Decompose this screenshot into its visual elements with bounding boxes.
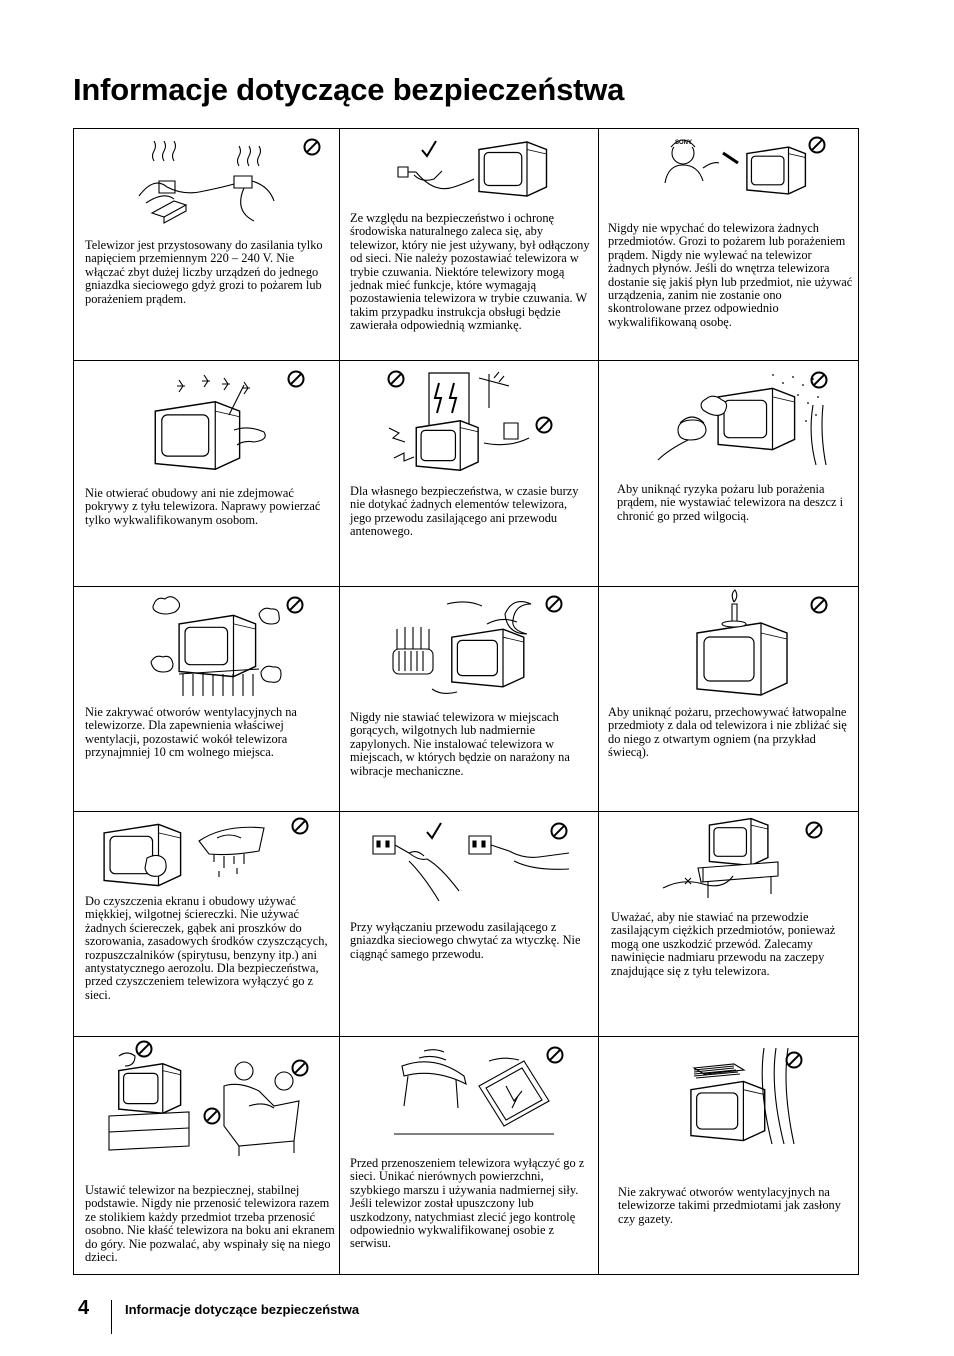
safety-grid <box>73 128 859 1275</box>
prohibited-icon <box>285 595 305 615</box>
safety-text: Ze względu na bezpieczeństwo i ochronę środowiska naturalnego zaleca się, aby telewizor, który nie jest używany, był odłączony od sieci. Nie należy pozostawiać telewizora w trybie czuwania. Niektóre telewizory mogą jednak mieć funkcje, które wymagają pozostawienia telewizora w trybie czuwania. W takim przypadku instrukcja obsługi będzie zawierała odpowiednią wzmiankę. <box>350 211 590 333</box>
safety-cell-moisture <box>598 360 860 586</box>
safety-cell-unplug-unused <box>339 129 598 360</box>
safety-text: Dla własnego bezpieczeństwa, w czasie burzy nie dotykać żadnych elementów telewizora, jego przewodu zasilającego ani przewodu antenowego. <box>350 484 579 539</box>
prohibited-icon <box>386 369 406 389</box>
safety-text: Telewizor jest przystosowany do zasilania tylko napięciem przemiennym 220 – 240 V. Nie włączać zbyt dużej liczby urządzeń do jednego gniazdka sieciowego gdyż grozi to pożarem lub porażeniem prądem. <box>85 238 323 306</box>
safety-text: Aby uniknąć ryzyka pożaru lub porażenia prądem, nie wystawiać telewizora na deszcz i chronić go przed wilgocią. <box>617 482 844 523</box>
safety-cell-power-supply <box>74 129 339 360</box>
safety-cell-heat-humidity <box>339 586 598 811</box>
safety-text: Nie otwierać obudowy ani nie zdejmować pokrywy z tyłu telewizora. Naprawy powierzać tylko wykwalifikowanym osobom. <box>85 486 321 527</box>
safety-cell-curtains <box>598 1036 860 1276</box>
prohibited-icon <box>809 595 829 615</box>
tv-on-cord-illustration <box>663 816 783 901</box>
safety-text: Przed przenoszeniem telewizora wyłączyć go z sieci. Unikać nierównych powierzchni, szybkiego marszu i używania nadmiernej siły. Jeśli telewizor został upuszczony lub uszkodzony, natychmiast zlecić jego kontrolę odpowiednio wykwalifikowanej osobie z serwisu. <box>350 1156 585 1251</box>
safety-text: Uważać, aby nie stawiać na przewodzie zasilającym ciężkich przedmiotów, ponieważ mogą one uszkodzić przewód. Zalecamy nawinięcie nadmiaru przewodu na zaczepy znajdujące się z tyłu telewizora. <box>611 910 836 978</box>
unplugging-tv-illustration <box>394 139 554 209</box>
safety-cell-cord-weight <box>598 811 860 1036</box>
safety-cell-moving <box>339 1036 598 1276</box>
safety-text: Przy wyłączaniu przewodu zasilającego z gniazdka sieciowego chwytać za wtyczkę. Nie ciągnąć samego przewodu. <box>350 920 581 961</box>
safety-text: Nie zakrywać otworów wentylacyjnych na telewizorze. Dla zapewnienia właściwej wentylacji, pozostawić wokół telewizora przynajmniej 10 cm wolnego miejsca. <box>85 705 297 760</box>
safety-cell-no-objects <box>598 129 860 360</box>
safety-cell-cleaning <box>74 811 339 1036</box>
prohibited-icon <box>804 820 824 840</box>
prohibited-icon <box>544 594 564 614</box>
prohibited-icon <box>809 370 829 390</box>
safety-text: Aby uniknąć pożaru, przechowywać łatwopalne przedmioty z dala od telewizora i nie zbliżać się do niego z otwartym ogniem (na przykład świecą). <box>608 705 847 760</box>
safety-cell-ventilation <box>74 586 339 811</box>
safety-text: Do czyszczenia ekranu i obudowy używać miękkiej, wilgotnej ściereczki. Nie używać żadnych ściereczek, gąbek ani proszków do szorowania, zasadowych środków czyszczących, rozpuszczalników (spirytusu, benzyny itp.) ani antystatycznego aerozolu. Dla bezpieczeństwa, przed czyszczeniem telewizora wyłączyć go z sieci. <box>85 894 328 1002</box>
prohibited-icon <box>302 137 322 157</box>
safety-cell-do-not-open <box>74 360 339 586</box>
footer-section-title: Informacje dotyczące bezpieczeństwa <box>125 1302 360 1317</box>
heater-sun-tv-illustration <box>387 594 542 704</box>
page-title: Informacje dotyczące bezpieczeństwa <box>73 72 625 107</box>
person-pushing-object-illustration <box>653 133 803 213</box>
prohibited-icon <box>534 415 554 435</box>
safety-cell-stable-base <box>74 1036 339 1276</box>
footer-divider <box>111 1300 112 1334</box>
cleaning-screen-illustration <box>99 816 279 896</box>
safety-text: Nigdy nie stawiać telewizora w miejscach gorących, wilgotnych lub nadmiernie zapylonych. Nie instalować telewizora w miejscach, w których będzie on narażony na wibracje mechaniczne. <box>350 710 570 778</box>
power-strip-overload-illustration <box>134 141 284 231</box>
candle-on-tv-illustration <box>686 594 796 699</box>
plug-removal-illustration <box>369 831 569 901</box>
safety-text: Ustawić telewizor na bezpiecznej, stabilnej podstawie. Nigdy nie przenosić telewizora razem ze stolikiem każdy przedmiot trzeba przenosić osobno. Nie kłaść telewizora na boku ani ekranem do góry. Nie pozwalać, aby wspinały się na niego dzieci. <box>85 1183 335 1265</box>
logo-text: SONY <box>675 140 693 146</box>
safety-text: Nie zakrywać otworów wentylacyjnych na telewizorze takimi przedmiotami jak zasłony czy gazety. <box>618 1185 841 1226</box>
ventilation-clearance-illustration <box>149 594 284 699</box>
prohibited-icon <box>784 1050 804 1070</box>
unstable-tv-stand-illustration <box>99 1046 309 1156</box>
safety-cell-unplug-grip <box>339 811 598 1036</box>
rain-and-kettle-tv-illustration <box>658 365 828 465</box>
safety-cell-open-flame <box>598 586 860 811</box>
falling-tv-illustration <box>394 1046 554 1141</box>
prohibited-icon <box>545 1045 565 1065</box>
opening-tv-cover-illustration <box>149 370 289 470</box>
page-number: 4 <box>78 1297 90 1319</box>
covered-tv-illustration <box>686 1048 796 1148</box>
prohibited-icon <box>290 816 310 836</box>
prohibited-icon <box>286 369 306 389</box>
safety-text: Nigdy nie wpychać do telewizora żadnych przedmiotów. Grozi to pożarem lub porażeniem prądem. Nigdy nie wylewać na telewizor żadnych płynów. Jeśli do wnętrza telewizora dostanie się jakiś płyn lub przedmiot, nie używać urządzenia, zanim nie zostanie ono skontrolowane przez odpowiednio wykwalifikowaną osobę. <box>608 221 853 329</box>
prohibited-icon <box>807 135 827 155</box>
safety-cell-storm <box>339 360 598 586</box>
